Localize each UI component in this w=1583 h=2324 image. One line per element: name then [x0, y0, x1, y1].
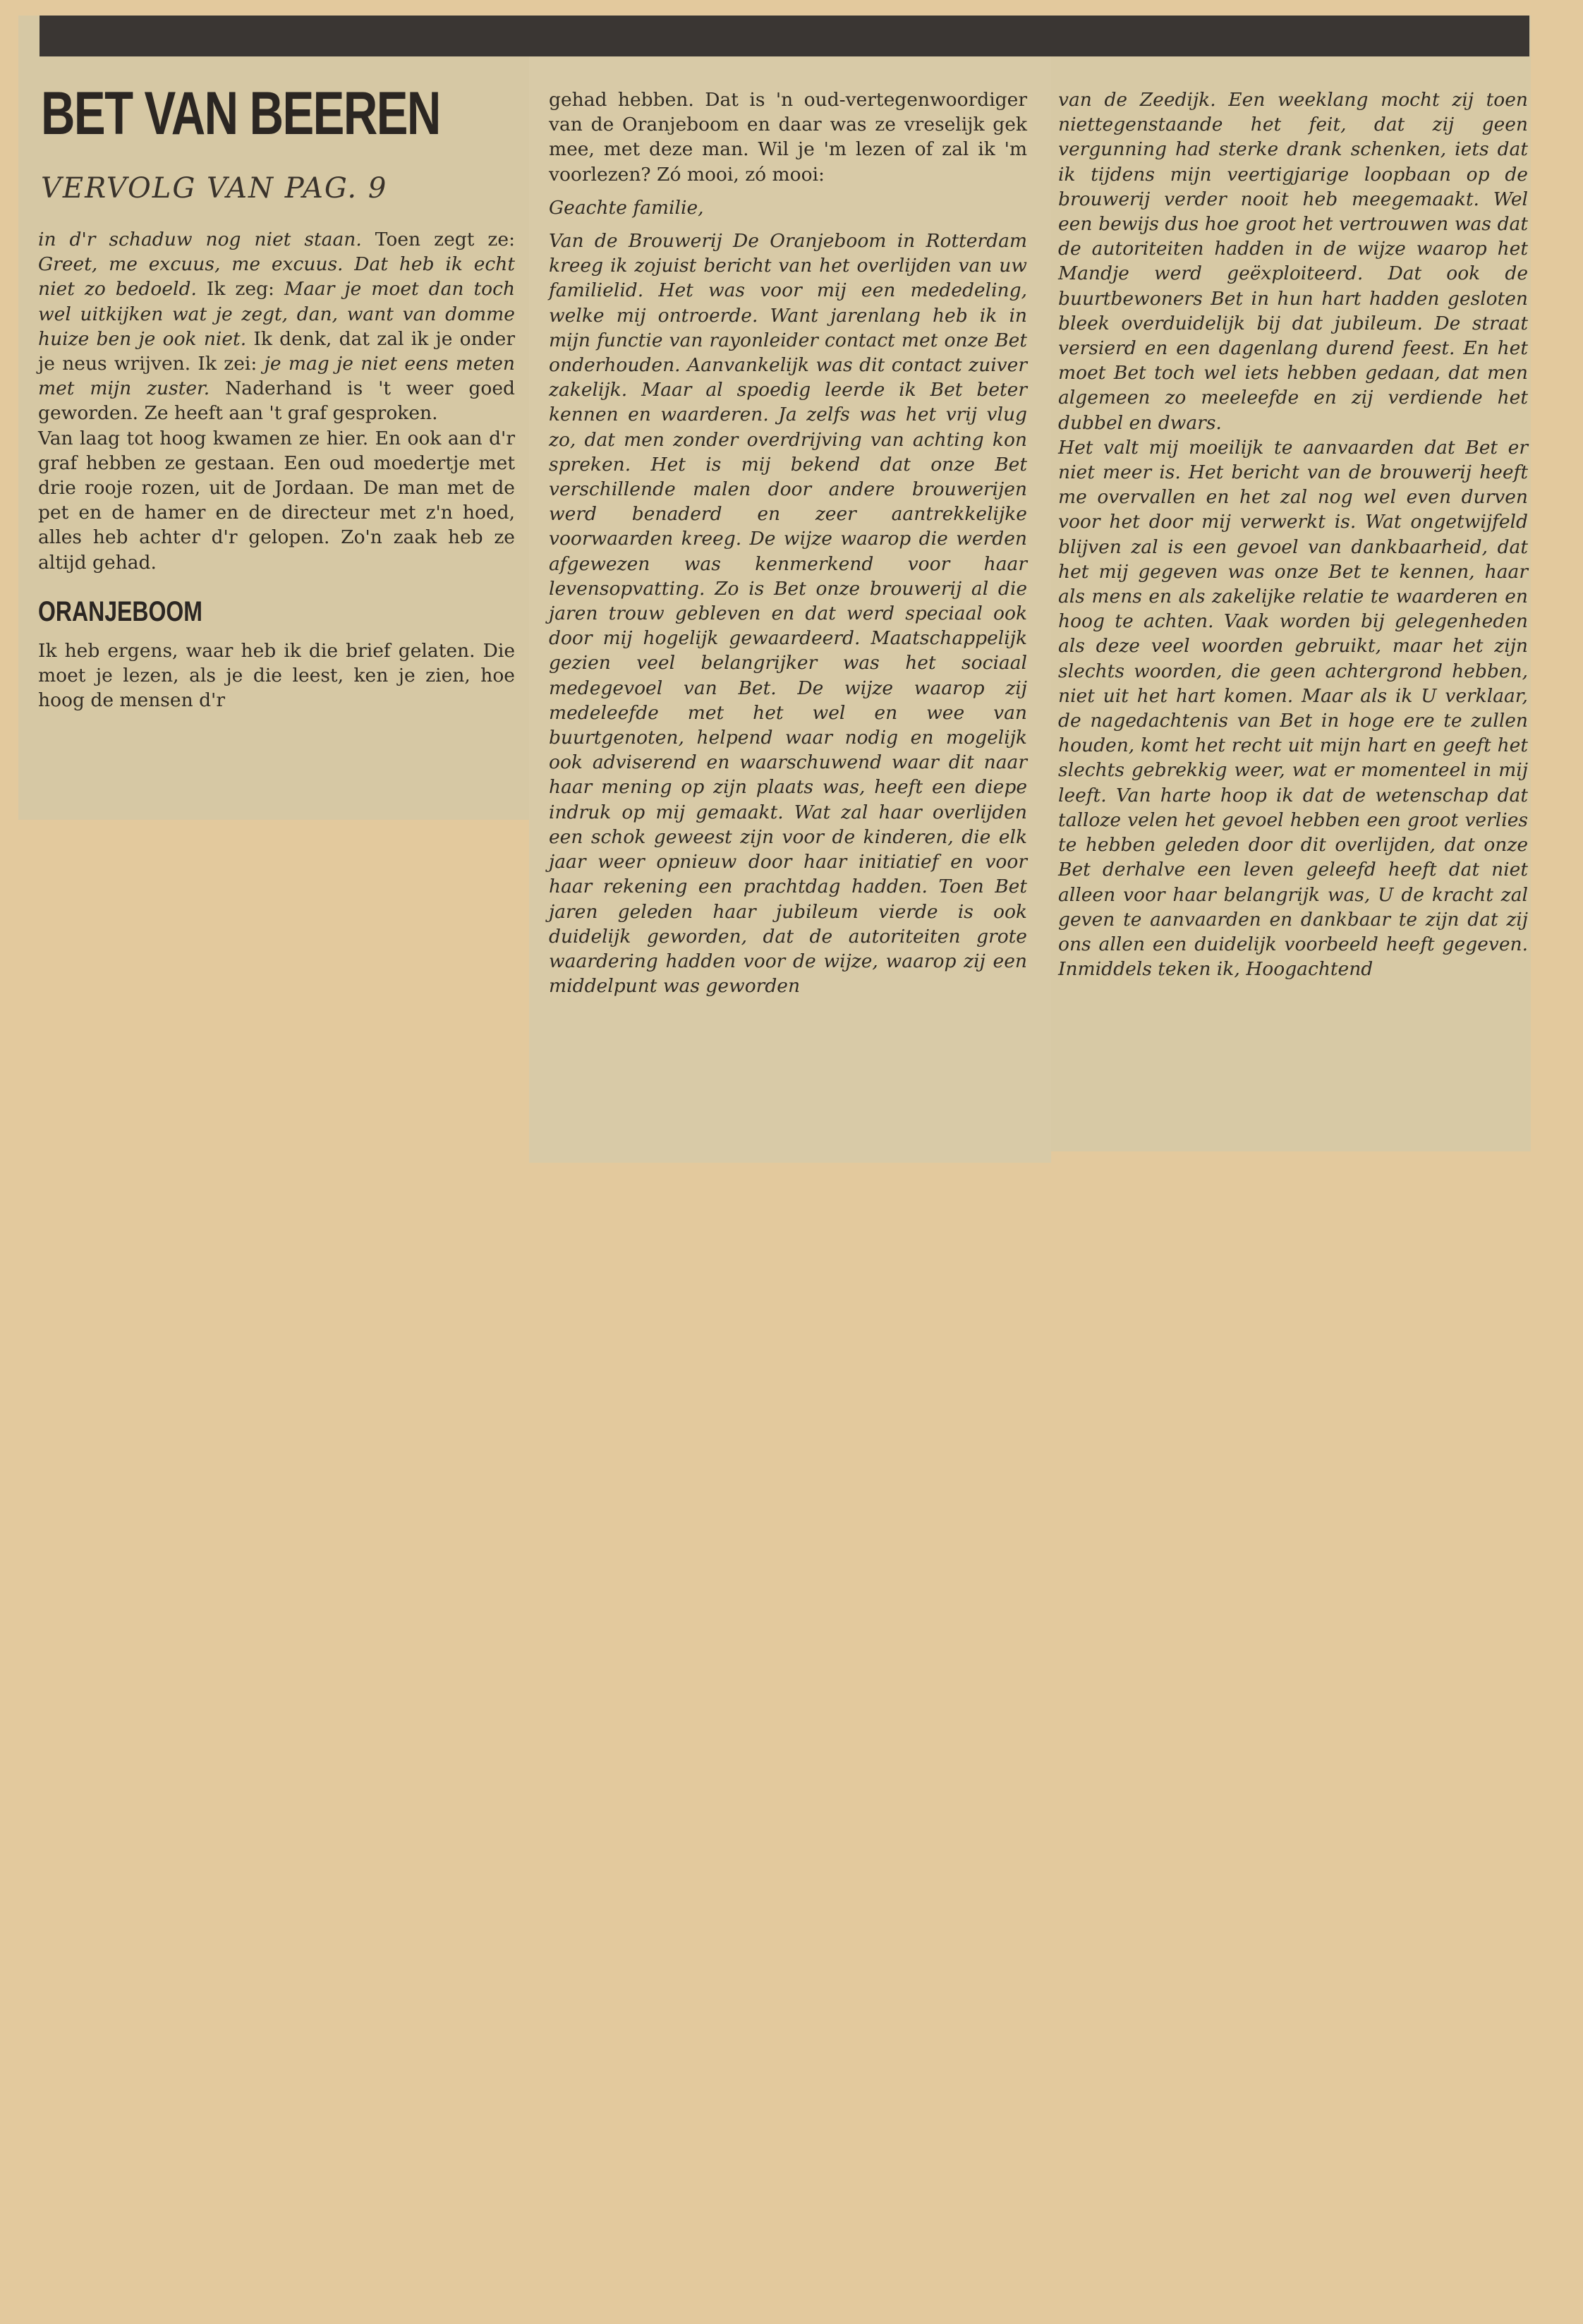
text-run: je mag je niet eens meten met mijn zuster.	[38, 353, 515, 400]
paragraph: Van laag tot hoog kwamen ze hier. En ook aan d'r graf hebben ze gestaan. Een oud moedertje met drie rooje rozen, uit de Jordaan. De man met de pet en de hamer en de directeur met z'n hoed, alles heb achter d'r gelopen. Zo'n zaak heb ze altijd gehad.	[38, 427, 515, 574]
text-run: Toen zegt ze:	[361, 229, 515, 250]
text-run: Greet, me excuus, me excuus. Dat heb ik echt niet zo bedoeld.	[38, 253, 515, 301]
letter-body: Van de Brouwerij De Oranjeboom in Rotterdam kreeg ik zojuist bericht van het overlijden van uw familielid. Het was voor mij een mededeling, welke mij ontroerde. Want jarenlang heb ik in mijn functie van rayonleider contact met onze Bet onderhouden. Aanvankelijk was dit contact zuiver zakelijk. Maar al spoedig leerde ik Bet beter kennen en waarderen. Ja zelfs was het vrij vlug zo, dat men zonder overdrijving van achting kon spreken. Het is mij bekend dat onze Bet verschillende malen door andere brouwerijen werd benaderd en zeer aantrekkelijke voorwaarden kreeg. De wijze waarop die werden afgewezen was kenmerkend voor haar levensopvatting. Zo is Bet onze brouwerij al die jaren trouw gebleven en dat werd speciaal ook door mij hogelijk gewaardeerd. Maatschappelijk gezien veel belangrijker was het sociaal medegevoel van Bet. De wijze waarop zij medeleefde met het wel en wee van buurtgenoten, helpend waar nodig en mogelijk ook adviserend en waarschuwend waar dit naar haar mening op zijn plaats was, heeft een diepe indruk op mij gemaakt. Wat zal haar overlijden een schok geweest zijn voor de kinderen, die elk jaar weer opnieuw door haar initiatief en voor haar rekening een prachtdag hadden. Toen Bet jaren geleden haar jubileum vierde is ook duidelijk geworden, dat de autoriteiten grote waardering hadden voor de wijze, waarop zij een middelpunt was geworden	[549, 230, 1027, 998]
letter-body-continued: van de Zeedijk. Een weeklang mocht zij toen niettegenstaande het feit, dat zij geen vergunning had sterke drank schenken, iets dat ik tijdens mijn veertigjarige loopbaan op de brouwerij verder nooit heb meegemaakt. Wel een bewijs dus hoe groot het vertrouwen was dat de autoriteiten hadden in de wijze waarop het Mandje werd geëxploiteerd. Dat ook de buurtbewoners Bet in hun hart hadden gesloten bleek overduidelijk bij dat jubileum. De straat versierd en een dagenlang durend feest. En het moet Bet toch wel iets hebben gedaan, dat men algemeen zo meeleefde en zij verdiende het dubbel en dwars.	[1058, 89, 1528, 434]
letter-salutation: Geachte familie,	[549, 196, 704, 219]
text-run: Ik zeg:	[196, 278, 284, 301]
article-headline: BET VAN BEEREN	[41, 80, 440, 147]
paragraph	[38, 227, 515, 426]
article-column-3	[1058, 87, 1528, 981]
article-column-1	[38, 227, 515, 713]
text-run: Naderhand is 't weer goed geworden. Ze heeft aan 't graf gesproken.	[38, 377, 515, 425]
paragraph: Ik heb ergens, waar heb ik die brief gelaten. Die moet je lezen, als je die leest, ken je zien, hoe hoog de mensen d'r	[38, 639, 515, 712]
letter-closing: Het valt mij moeilijk te aanvaarden dat Bet er niet meer is. Het bericht van de brouwerij heeft me overvallen en het zal nog wel even durven voor het door mij verwerkt is. Wat ongetwijfeld blijven zal is een gevoel van dankbaarheid, dat het mij gegeven was onze Bet te kennen, haar als mens en als zakelijke relatie te waarderen en hoog te achten. Vaak worden bij gelegenheden als deze veel woorden gebruikt, maar het zijn slechts woorden, die geen achtergrond hebben, niet uit het hart komen. Maar als ik U verklaar, de nagedachtenis van Bet in hoge ere te zullen houden, komt het recht uit mijn hart en geeft het slechts gebrekkig weer, wat er momenteel in mij leeft. Van harte hoop ik dat de wetenschap dat talloze velen het gevoel hebben een groot verlies te hebben geleden door dit overlijden, dat onze Bet derhalve een leven geleefd heeft dat niet alleen voor haar belangrijk was, U de kracht zal geven te aanvaarden en dankbaar te zijn dat zij ons allen een duidelijk voorbeeld heeft gegeven. Inmiddels teken ik, Hoogachtend	[1058, 436, 1528, 981]
article-subhead: VERVOLG VAN PAG. 9	[41, 172, 388, 205]
text-run: Ik denk, dat zal ik je onder je neus wrijven. Ik zei:	[38, 327, 515, 375]
article-column-2	[549, 87, 1027, 998]
spacer	[549, 220, 1027, 229]
paragraph: gehad hebben. Dat is 'n oud-vertegenwoordiger van de Oranjeboom en daar was ze vreselijk gek mee, met deze man. Wil je 'm lezen of zal ik 'm voorlezen? Zó mooi, zó mooi:	[549, 89, 1027, 186]
spacer	[549, 187, 1027, 195]
section-subtitle: ORANJEBOOM	[38, 595, 202, 627]
text-run: Maar je moet dan toch wel uitkijken wat je zegt, dan, want van domme huize ben je ook niet.	[38, 278, 516, 350]
header-rule-bar	[40, 16, 1529, 56]
text-run: in d'r schaduw nog niet staan.	[38, 229, 362, 250]
